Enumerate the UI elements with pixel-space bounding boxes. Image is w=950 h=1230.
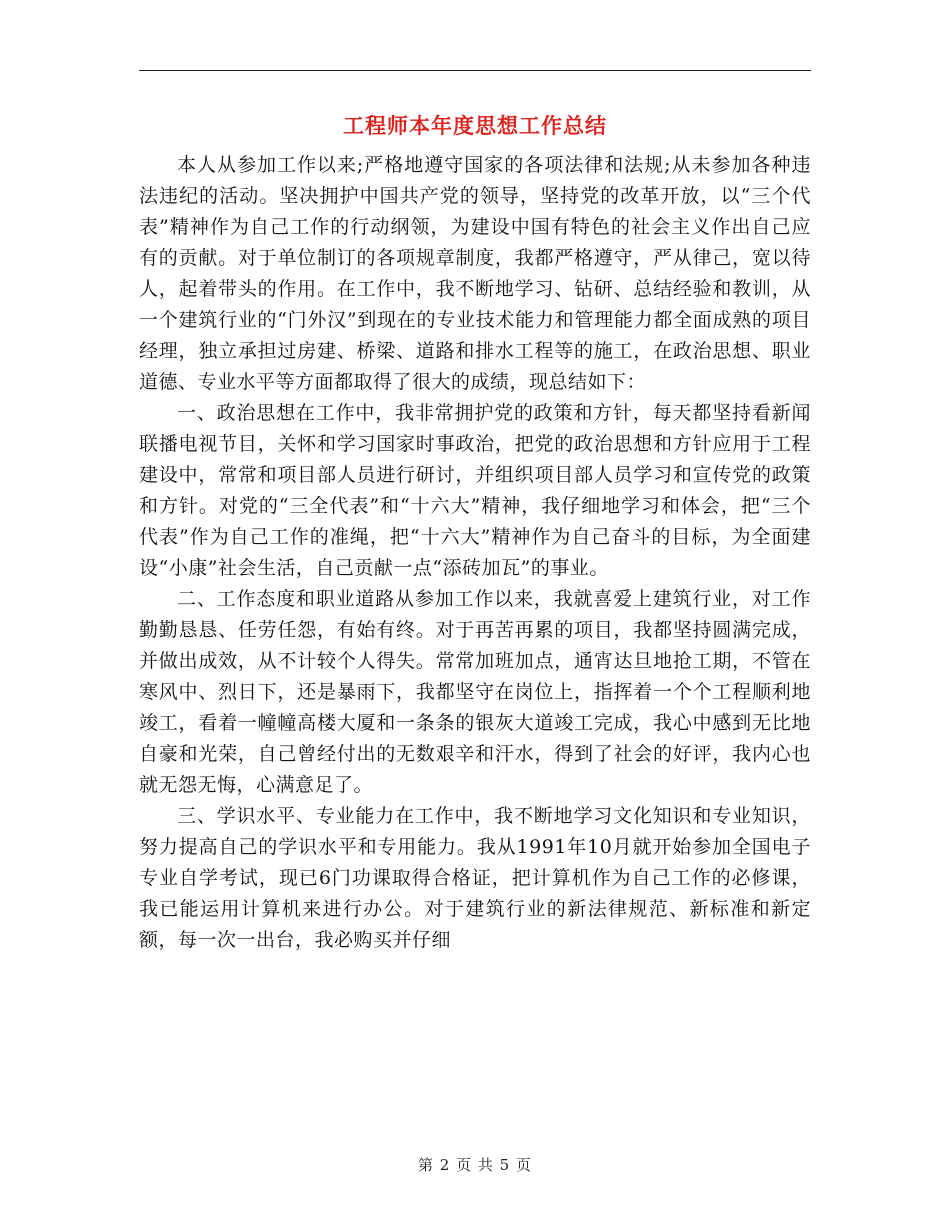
document-body (139, 150, 811, 956)
paragraph-knowledge-ability: 三、学识水平、专业能力在工作中，我不断地学习文化知识和专业知识，努力提高自己的学识水平和专用能力。我从1991年10月就开始参加全国电子专业自学考试，现已6门功课取得合格证，把计算机作为自己工作的必修课，我已能运用计算机来进行办公。对于建筑行业的新法律规范、新标准和新定额，每一次一出台，我必购买并仔细 (139, 805, 811, 951)
header-rule (139, 70, 811, 71)
paragraph-political-thought: 一、政治思想在工作中，我非常拥护党的政策和方针，每天都坚持看新闻联播电视节目，关怀和学习国家时事政治，把党的政治思想和方针应用于工程建设中，常常和项目部人员进行研讨，并组织项目部人员学习和宣传党的政策和方针。对党的“三全代表”和“十六大”精神，我仔细地学习和体会，把“三个代表”作为自己工作的准绳，把“十六大”精神作为自己奋斗的目标，为全面建设“小康”社会生活，自己贡献一点“添砖加瓦”的事业。 (139, 402, 811, 579)
paragraph-work-attitude: 二、工作态度和职业道路从参加工作以来，我就喜爱上建筑行业，对工作勤勤恳恳、任劳任怨，有始有终。对于再苦再累的项目，我都坚持圆满完成，并做出成效，从不计较个人得失。常常加班加点，通宵达旦地抢工期，不管在寒风中、烈日下，还是暴雨下，我都坚守在岗位上，指挥着一个个工程顺利地竣工，看着一幢幢高楼大厦和一条条的银灰大道竣工完成，我心中感到无比地自豪和光荣，自己曾经付出的无数艰辛和汗水，得到了社会的好评，我内心也就无怨无悔，心满意足了。 (139, 588, 811, 796)
document-title: 工程师本年度思想工作总结 (343, 113, 607, 138)
page-number: 第 2 页 共 5 页 (418, 1156, 532, 1174)
paragraph-intro: 本人从参加工作以来;严格地遵守国家的各项法律和法规;从未参加各种违法违纪的活动。坚决拥护中国共产党的领导，坚持党的改革开放，以“三个代表”精神作为自己工作的行动纲领，为建设中国有特色的社会主义作出自己应有的贡献。对于单位制订的各项规章制度，我都严格遵守，严从律己，宽以待人，起着带头的作用。在工作中，我不断地学习、钻研、总结经验和教训，从一个建筑行业的“门外汉”到现在的专业技术能力和管理能力都全面成熟的项目经理，独立承担过房建、桥梁、道路和排水工程等的施工，在政治思想、职业道德、专业水平等方面都取得了很大的成绩，现总结如下： (139, 154, 811, 393)
